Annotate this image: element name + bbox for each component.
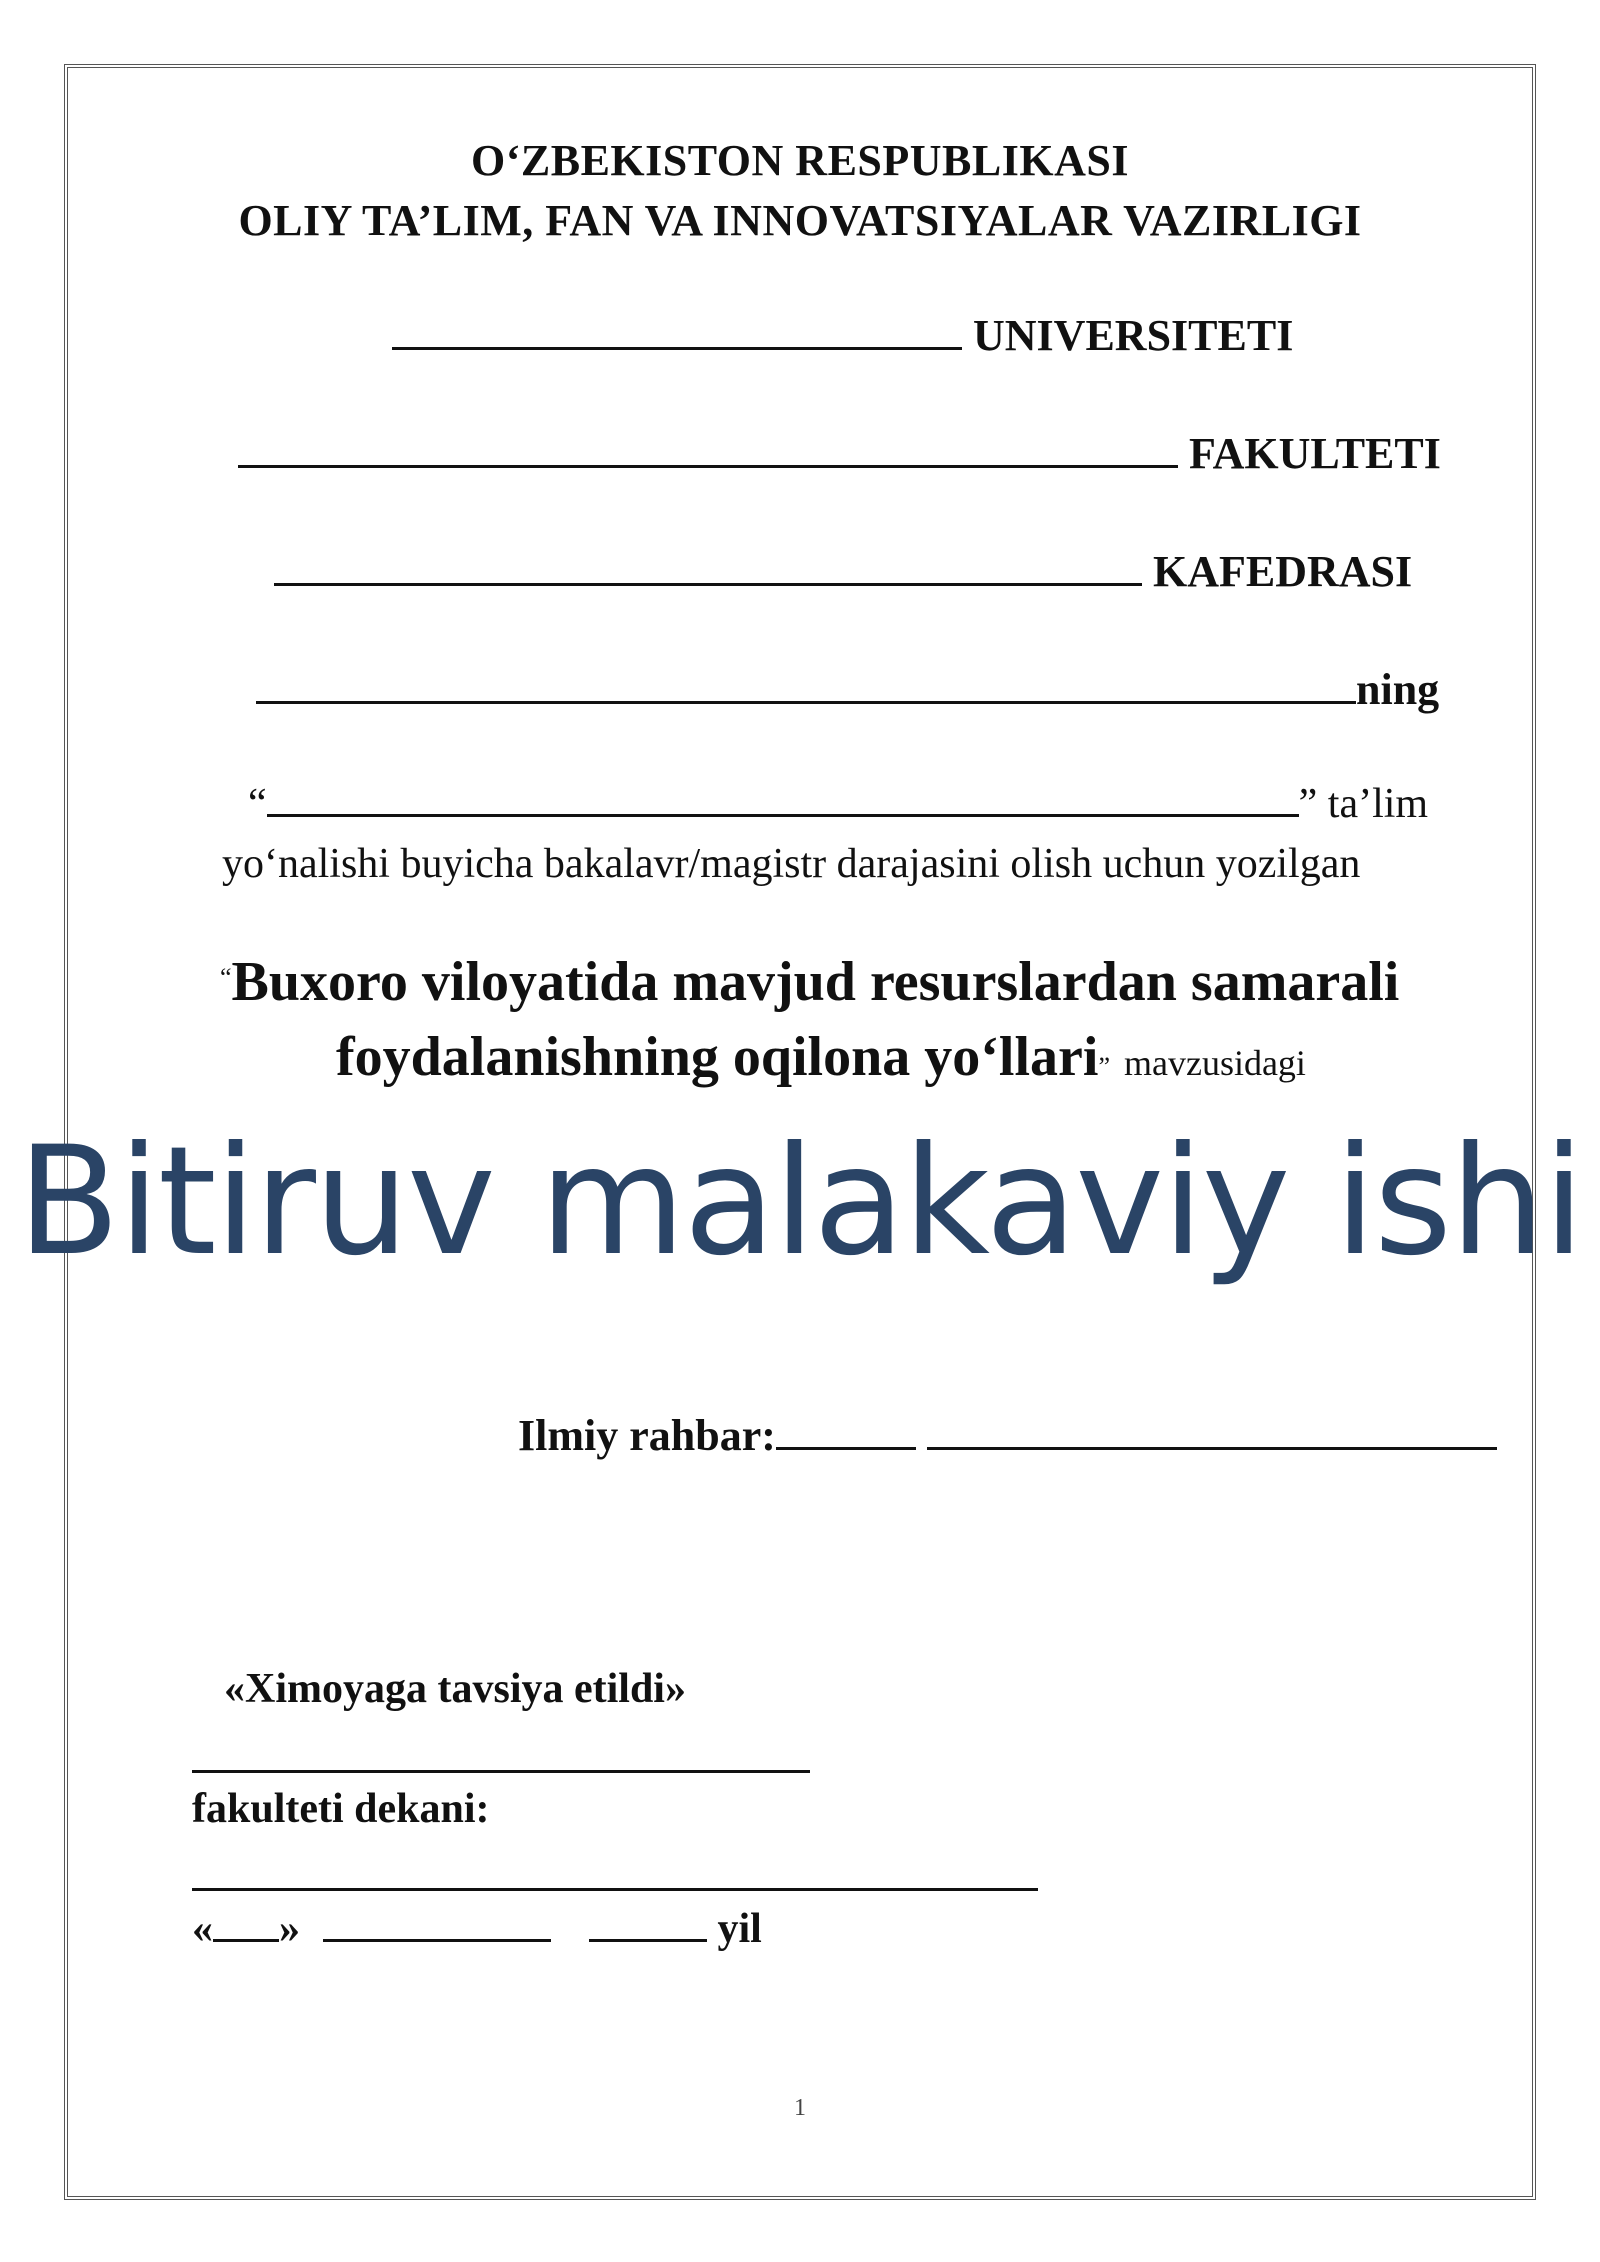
- faculty-name-blank[interactable]: [192, 1770, 810, 1773]
- direction-close-quote: ” ta’lim: [1298, 781, 1429, 827]
- day-blank[interactable]: [213, 1909, 279, 1942]
- theme-close-quote: ”: [1098, 1052, 1110, 1081]
- supervisor-label: Ilmiy rahbar:: [518, 1411, 776, 1460]
- department-row: [274, 546, 1412, 597]
- theme-line2: [336, 1025, 1306, 1089]
- supervisor-short-blank[interactable]: [776, 1417, 916, 1450]
- supervisor-row: [518, 1410, 1497, 1461]
- supervisor-name-blank[interactable]: [927, 1417, 1497, 1450]
- dean-name-blank[interactable]: [192, 1888, 1038, 1891]
- department-blank[interactable]: [274, 553, 1142, 586]
- faculty-row: [238, 428, 1441, 479]
- dean-label: fakulteti dekani:: [192, 1786, 490, 1832]
- recommendation-text: «Ximoyaga tavsiya etildi»: [224, 1666, 686, 1712]
- ning-suffix: ning: [1356, 665, 1440, 714]
- university-label: UNIVERSITETI: [973, 311, 1294, 360]
- faculty-label: FAKULTETI: [1189, 429, 1441, 478]
- ministry-header-line2: OLIY TA’LIM, FAN VA INNOVATSIYALAR VAZIRLIGI: [238, 196, 1362, 245]
- theme-text-line2: foydalanishning oqilona yo‘llari: [336, 1026, 1099, 1088]
- document-title: Bitiruv malakaviy ishi: [17, 1115, 1583, 1289]
- university-blank[interactable]: [392, 317, 962, 350]
- direction-row: [248, 780, 1428, 828]
- theme-line1: [220, 950, 1399, 1014]
- page-number: 1: [794, 2095, 806, 2121]
- student-name-row: [256, 664, 1439, 715]
- university-row: [392, 310, 1293, 361]
- direction-open-quote: “: [248, 781, 267, 827]
- degree-purpose-text: yo‘nalishi buyicha bakalavr/magistr darajasini olish uchun yozilgan: [222, 841, 1361, 887]
- ministry-header-line1: O‘ZBEKISTON RESPUBLIKASI: [471, 136, 1129, 185]
- date-close-quote: »: [279, 1906, 300, 1952]
- date-open-quote: «: [192, 1906, 213, 1952]
- department-label: KAFEDRASI: [1153, 547, 1413, 596]
- date-row: [192, 1905, 762, 1953]
- faculty-blank[interactable]: [238, 435, 1178, 468]
- theme-suffix: mavzusidagi: [1123, 1043, 1306, 1083]
- year-blank[interactable]: [589, 1909, 707, 1942]
- theme-open-quote: “: [220, 963, 232, 992]
- theme-text-line1: Buxoro viloyatida mavjud resurslardan samarali: [231, 951, 1400, 1013]
- direction-blank[interactable]: [267, 788, 1299, 817]
- year-label: yil: [717, 1906, 762, 1952]
- student-name-blank[interactable]: [256, 671, 1356, 704]
- month-blank[interactable]: [323, 1909, 551, 1942]
